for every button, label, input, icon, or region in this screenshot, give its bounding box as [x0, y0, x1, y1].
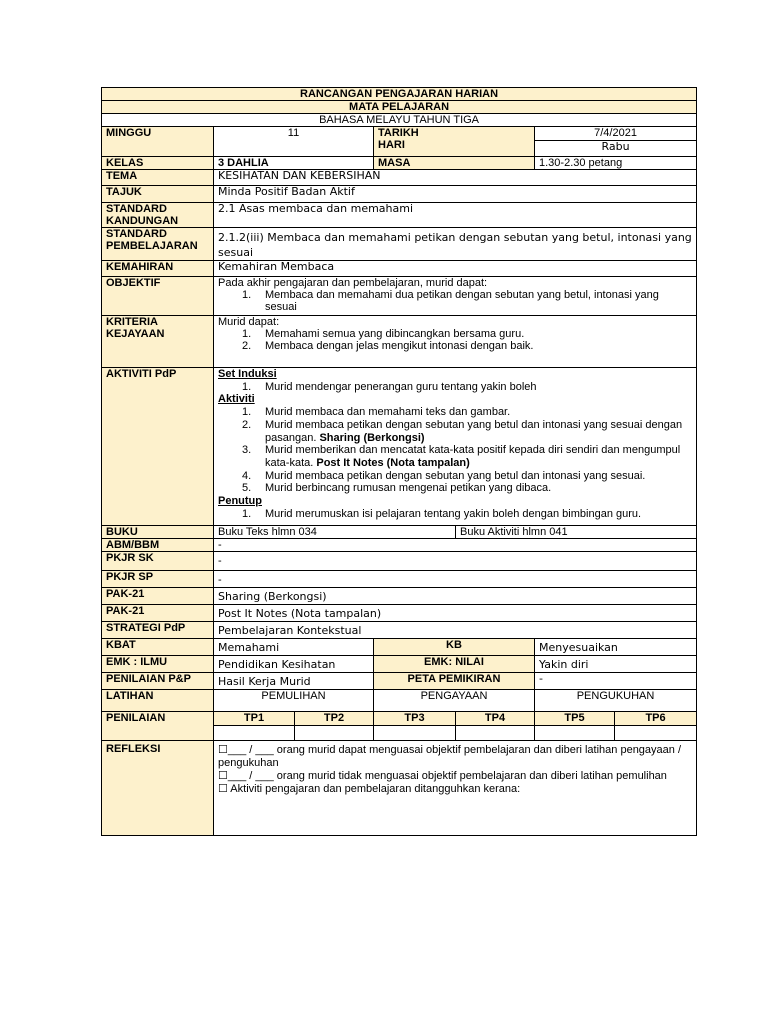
buku-aktiviti: Buku Aktiviti hlmn 041 [456, 526, 697, 539]
pkjr-sp-label: PKJR SP [102, 571, 214, 588]
aktiviti-content [214, 368, 697, 526]
kbat-label: KBAT [102, 639, 214, 656]
tajuk-label: TAJUK [102, 186, 214, 203]
pkjr-sk-label: PKJR SK [102, 552, 214, 571]
tarikh-value: 7/4/2021 [535, 127, 697, 141]
tp1-header: TP1 [214, 712, 295, 726]
standard-kandungan-value: 2.1 Asas membaca dan memahami [214, 203, 697, 228]
objektif-content [214, 277, 697, 316]
masa-value: 1.30-2.30 petang [535, 157, 697, 170]
refleksi-line-3: ☐ Aktiviti pengajaran dan pembelajaran ditangguhkan kerana: [218, 783, 521, 795]
refleksi-line-1: ☐___ / ___ orang murid dapat menguasai objektif pembelajaran dan diberi latihan pengayaan / pengukuhan [218, 744, 682, 769]
strategi-value: Pembelajaran Kontekstual [214, 622, 697, 639]
tema-value: KESIHATAN DAN KEBERSIHAN [214, 170, 697, 186]
plan-title: RANCANGAN PENGAJARAN HARIAN [102, 88, 697, 101]
pkjr-sk-value: - [214, 552, 697, 571]
kbat-value: Memahami [214, 639, 374, 656]
emk-ilmu-value: Pendidikan Kesihatan [214, 656, 374, 673]
list-item: 1. Murid mendengar penerangan guru tentang yakin boleh [242, 380, 537, 393]
emk-nilai-label: EMK: NILAI [374, 656, 535, 673]
pak21-value-a: Sharing (Berkongsi) [214, 588, 697, 605]
list-item: 3. Murid memberikan dan mencatat kata-kata positif kepada diri sendiri dan mengumpul kata-kata. Post It Notes (Nota tampalan) [242, 444, 681, 469]
lesson-plan-table [101, 87, 697, 836]
list-item: 2. Membaca dengan jelas mengikut intonasi dengan baik. [242, 340, 534, 352]
pak21-label-a: PAK-21 [102, 588, 214, 605]
latihan-pengukuhan: PENGUKUHAN [535, 690, 697, 712]
tp4-header: TP4 [456, 712, 535, 726]
emk-nilai-value: Yakin diri [535, 656, 697, 673]
refleksi-content [214, 741, 697, 836]
pkjr-sp-value: - [214, 571, 697, 588]
list-item: 1. Memahami semua yang dibincangkan bersama guru. [242, 328, 525, 340]
aktiviti-title: Aktiviti [218, 393, 255, 406]
subject-value: BAHASA MELAYU TAHUN TIGA [102, 114, 697, 127]
tp6-cell[interactable] [615, 726, 697, 741]
buku-teks: Buku Teks hlmn 034 [214, 526, 456, 539]
penilaian-pp-label: PENILAIAN P&P [102, 673, 214, 690]
kb-label: KB [374, 639, 535, 656]
tp3-header: TP3 [374, 712, 456, 726]
hari-value: Rabu [535, 141, 697, 157]
tajuk-value: Minda Positif Badan Aktif [214, 186, 697, 203]
tp5-header: TP5 [535, 712, 615, 726]
standard-pembelajaran-label: STANDARD PEMBELAJARAN [102, 228, 214, 261]
masa-label: MASA [374, 157, 535, 170]
peta-pemikiran-value: - [535, 673, 697, 690]
emk-ilmu-label: EMK : ILMU [102, 656, 214, 673]
buku-label: BUKU [102, 526, 214, 539]
kriteria-label: KRITERIA KEJAYAAN [102, 316, 214, 368]
latihan-pengayaan: PENGAYAAN [374, 690, 535, 712]
list-item: 4. Murid membaca petikan dengan sebutan yang betul dan intonasi yang sesuai. [242, 469, 646, 482]
kb-value: Menyesuaikan [535, 639, 697, 656]
penutup-title: Penutup [218, 495, 262, 508]
tp6-header: TP6 [615, 712, 697, 726]
penutup-list [218, 508, 692, 521]
set-induksi-list [218, 381, 692, 394]
abm-label: ABM/BBM [102, 539, 214, 552]
tp1-cell[interactable] [214, 726, 295, 741]
penilaian-label: PENILAIAN [102, 712, 214, 741]
minggu-value: 11 [214, 127, 374, 157]
refleksi-line-2: ☐___ / ___ orang murid tidak menguasai objektif pembelajaran dan diberi latihan pemulihan [218, 770, 667, 782]
list-item: 2. Murid membaca petikan dengan sebutan yang betul dan intonasi yang sesuai dengan pasangan. Sharing (Berkongsi) [242, 418, 683, 444]
lesson-plan-document [101, 87, 696, 836]
kriteria-content [214, 316, 697, 368]
kriteria-intro: Murid dapat: [218, 316, 280, 328]
pak21-label-b: PAK-21 [102, 605, 214, 622]
set-induksi-title: Set Induksi [218, 368, 277, 380]
list-item: 1. Murid merumuskan isi pelajaran tentang yakin boleh dengan bimbingan guru. [242, 507, 642, 520]
tema-label: TEMA [102, 170, 214, 186]
kelas-value: 3 DAHLIA [214, 157, 374, 170]
abm-value: - [214, 539, 697, 552]
strategi-label: STRATEGI PdP [102, 622, 214, 639]
standard-kandungan-label: STANDARD KANDUNGAN [102, 203, 214, 228]
list-item: 1. Murid membaca dan memahami teks dan gambar. [242, 406, 511, 419]
tp3-cell[interactable] [374, 726, 456, 741]
subject-label: MATA PELAJARAN [102, 101, 697, 114]
latihan-pemulihan: PEMULIHAN [214, 690, 374, 712]
objektif-list [218, 289, 692, 313]
peta-pemikiran-label: PETA PEMIKIRAN [374, 673, 535, 690]
list-item: 1. Membaca dan memahami dua petikan dengan sebutan yang betul, intonasi yang sesuai [242, 289, 659, 313]
minggu-label: MINGGU [102, 127, 214, 157]
list-item: 5. Murid berbincang rumusan mengenai petikan yang dibaca. [242, 482, 552, 495]
objektif-label: OBJEKTIF [102, 277, 214, 316]
aktiviti-label: AKTIVITI PdP [102, 368, 214, 526]
pak21-value-b: Post It Notes (Nota tampalan) [214, 605, 697, 622]
kemahiran-value: Kemahiran Membaca [214, 261, 697, 277]
tarikh-hari-label [374, 127, 535, 157]
tp4-cell[interactable] [456, 726, 535, 741]
penilaian-pp-value: Hasil Kerja Murid [214, 673, 374, 690]
kelas-label: KELAS [102, 157, 214, 170]
latihan-label: LATIHAN [102, 690, 214, 712]
kriteria-list [218, 328, 692, 352]
tp5-cell[interactable] [535, 726, 615, 741]
tp2-cell[interactable] [295, 726, 374, 741]
refleksi-label: REFLEKSI [102, 741, 214, 836]
standard-pembelajaran-value: 2.1.2(iii) Membaca dan memahami petikan dengan sebutan yang betul, intonasi yang sesuai [214, 228, 697, 261]
tarikh-label: TARIKH [378, 127, 419, 139]
kemahiran-label: KEMAHIRAN [102, 261, 214, 277]
objektif-intro: Pada akhir pengajaran dan pembelajaran, murid dapat: [218, 277, 488, 289]
tp2-header: TP2 [295, 712, 374, 726]
hari-label: HARI [378, 139, 405, 151]
aktiviti-list [218, 406, 692, 495]
